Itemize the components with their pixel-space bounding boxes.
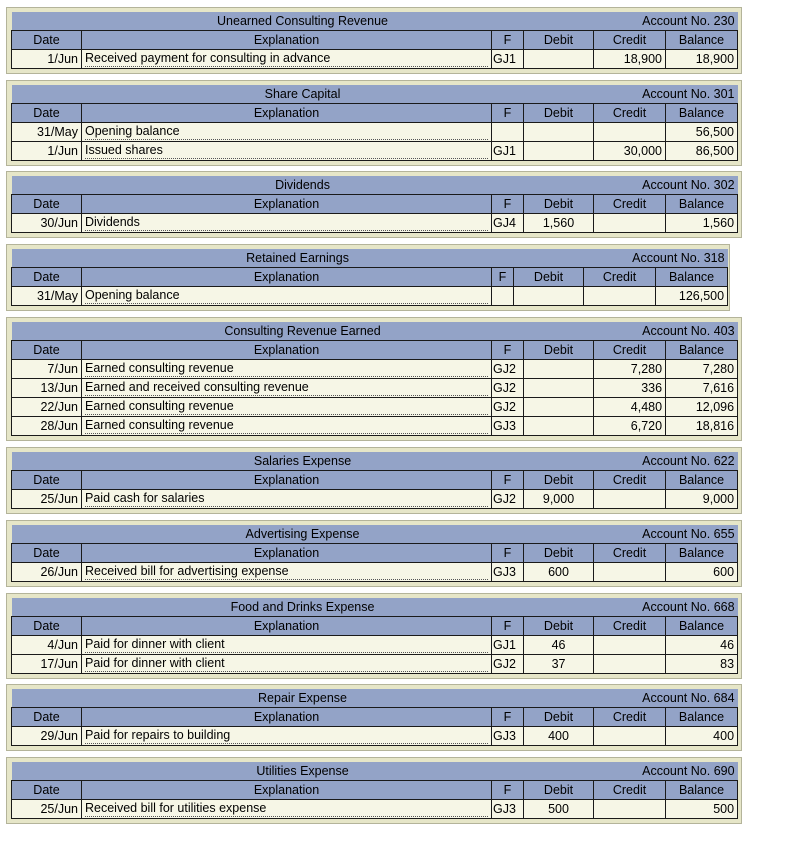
debit-cell: 500	[524, 800, 594, 819]
account-name: Salaries Expense	[12, 452, 594, 471]
explanation-text: Earned consulting revenue	[85, 418, 488, 434]
credit-cell	[594, 636, 666, 655]
balance-cell: 46	[666, 636, 738, 655]
debit-cell	[524, 50, 594, 69]
column-header-balance: Balance	[666, 471, 738, 490]
folio-cell: GJ3	[492, 417, 524, 436]
explanation-text: Earned consulting revenue	[85, 399, 488, 415]
account-number: Account No. 230	[594, 12, 738, 31]
column-header-balance: Balance	[666, 195, 738, 214]
credit-cell: 336	[594, 379, 666, 398]
debit-cell: 37	[524, 655, 594, 674]
account-name: Retained Earnings	[12, 249, 584, 268]
balance-cell: 1,560	[666, 214, 738, 233]
column-header-f: F	[492, 268, 514, 287]
ledger-account	[6, 593, 742, 679]
column-header-debit: Debit	[524, 104, 594, 123]
folio-cell: GJ2	[492, 655, 524, 674]
explanation-text: Paid for dinner with client	[85, 637, 488, 653]
explanation-cell	[82, 123, 492, 142]
account-name: Advertising Expense	[12, 525, 594, 544]
credit-cell: 7,280	[594, 360, 666, 379]
credit-cell: 4,480	[594, 398, 666, 417]
table-row	[12, 123, 738, 142]
column-header-explanation: Explanation	[82, 708, 492, 727]
column-header-f: F	[492, 31, 524, 50]
folio-cell: GJ1	[492, 636, 524, 655]
explanation-text: Paid for repairs to building	[85, 728, 488, 744]
ledger-table	[11, 176, 738, 233]
debit-cell	[524, 379, 594, 398]
date-cell: 4/Jun	[12, 636, 82, 655]
explanation-cell	[82, 800, 492, 819]
explanation-text: Paid for dinner with client	[85, 656, 488, 672]
column-header-balance: Balance	[666, 781, 738, 800]
balance-cell: 400	[666, 727, 738, 746]
credit-cell	[594, 655, 666, 674]
ledger-table	[11, 12, 738, 69]
balance-cell: 600	[666, 563, 738, 582]
column-header-explanation: Explanation	[82, 195, 492, 214]
column-header-f: F	[492, 708, 524, 727]
column-header-date: Date	[12, 544, 82, 563]
column-header-credit: Credit	[594, 781, 666, 800]
ledger-account	[6, 317, 742, 441]
ledger-account	[6, 244, 730, 311]
column-header-credit: Credit	[594, 471, 666, 490]
column-header-balance: Balance	[666, 544, 738, 563]
ledger-account	[6, 684, 742, 751]
column-header-balance: Balance	[666, 708, 738, 727]
debit-cell: 400	[524, 727, 594, 746]
debit-cell	[524, 123, 594, 142]
explanation-cell	[82, 398, 492, 417]
credit-cell: 30,000	[594, 142, 666, 161]
folio-cell: GJ1	[492, 50, 524, 69]
column-header-f: F	[492, 544, 524, 563]
table-row	[12, 287, 728, 306]
table-row	[12, 360, 738, 379]
balance-cell: 18,816	[666, 417, 738, 436]
explanation-text: Dividends	[85, 215, 488, 231]
account-name: Consulting Revenue Earned	[12, 322, 594, 341]
account-name: Repair Expense	[12, 689, 594, 708]
column-header-date: Date	[12, 617, 82, 636]
credit-cell	[594, 727, 666, 746]
column-header-f: F	[492, 341, 524, 360]
table-row	[12, 417, 738, 436]
account-number: Account No. 655	[594, 525, 738, 544]
column-header-date: Date	[12, 104, 82, 123]
folio-cell: GJ4	[492, 214, 524, 233]
column-header-explanation: Explanation	[82, 544, 492, 563]
column-header-date: Date	[12, 471, 82, 490]
ledger-table	[11, 598, 738, 674]
balance-cell: 86,500	[666, 142, 738, 161]
balance-cell: 9,000	[666, 490, 738, 509]
debit-cell: 1,560	[524, 214, 594, 233]
table-row	[12, 490, 738, 509]
balance-cell: 500	[666, 800, 738, 819]
folio-cell: GJ2	[492, 490, 524, 509]
column-header-debit: Debit	[524, 617, 594, 636]
account-name: Food and Drinks Expense	[12, 598, 594, 617]
credit-cell: 6,720	[594, 417, 666, 436]
column-header-explanation: Explanation	[82, 31, 492, 50]
column-header-debit: Debit	[524, 544, 594, 563]
ledger-account	[6, 757, 742, 824]
date-cell: 1/Jun	[12, 142, 82, 161]
column-header-f: F	[492, 781, 524, 800]
explanation-text: Received payment for consulting in advance	[85, 51, 488, 67]
account-number: Account No. 684	[594, 689, 738, 708]
balance-cell: 7,616	[666, 379, 738, 398]
explanation-cell	[82, 287, 492, 306]
explanation-text: Earned and received consulting revenue	[85, 380, 488, 396]
folio-cell	[492, 123, 524, 142]
explanation-cell	[82, 655, 492, 674]
debit-cell: 600	[524, 563, 594, 582]
column-header-credit: Credit	[594, 341, 666, 360]
balance-cell: 7,280	[666, 360, 738, 379]
folio-cell: GJ2	[492, 379, 524, 398]
account-number: Account No. 302	[594, 176, 738, 195]
account-name: Utilities Expense	[12, 762, 594, 781]
column-header-debit: Debit	[524, 781, 594, 800]
date-cell: 29/Jun	[12, 727, 82, 746]
debit-cell	[524, 142, 594, 161]
account-name: Unearned Consulting Revenue	[12, 12, 594, 31]
folio-cell	[492, 287, 514, 306]
credit-cell	[594, 123, 666, 142]
table-row	[12, 636, 738, 655]
ledger-table	[11, 322, 738, 436]
ledger-account	[6, 447, 742, 514]
account-name: Share Capital	[12, 85, 594, 104]
column-header-f: F	[492, 471, 524, 490]
explanation-cell	[82, 214, 492, 233]
column-header-balance: Balance	[666, 341, 738, 360]
account-number: Account No. 403	[594, 322, 738, 341]
column-header-credit: Credit	[584, 268, 656, 287]
column-header-credit: Credit	[594, 617, 666, 636]
column-header-explanation: Explanation	[82, 268, 492, 287]
date-cell: 7/Jun	[12, 360, 82, 379]
column-header-date: Date	[12, 31, 82, 50]
explanation-cell	[82, 636, 492, 655]
explanation-cell	[82, 379, 492, 398]
folio-cell: GJ1	[492, 142, 524, 161]
column-header-explanation: Explanation	[82, 341, 492, 360]
column-header-date: Date	[12, 268, 82, 287]
column-header-date: Date	[12, 341, 82, 360]
column-header-debit: Debit	[524, 341, 594, 360]
debit-cell	[524, 398, 594, 417]
column-header-f: F	[492, 195, 524, 214]
balance-cell: 18,900	[666, 50, 738, 69]
column-header-debit: Debit	[524, 708, 594, 727]
folio-cell: GJ2	[492, 360, 524, 379]
date-cell: 25/Jun	[12, 800, 82, 819]
credit-cell	[594, 490, 666, 509]
column-header-debit: Debit	[514, 268, 584, 287]
account-name: Dividends	[12, 176, 594, 195]
ledger-table	[11, 85, 738, 161]
ledger-table	[11, 525, 738, 582]
date-cell: 13/Jun	[12, 379, 82, 398]
ledger-table	[11, 452, 738, 509]
column-header-balance: Balance	[666, 104, 738, 123]
date-cell: 31/May	[12, 123, 82, 142]
table-row	[12, 142, 738, 161]
balance-cell: 126,500	[656, 287, 728, 306]
column-header-balance: Balance	[666, 31, 738, 50]
table-row	[12, 214, 738, 233]
credit-cell: 18,900	[594, 50, 666, 69]
date-cell: 17/Jun	[12, 655, 82, 674]
column-header-explanation: Explanation	[82, 104, 492, 123]
explanation-text: Earned consulting revenue	[85, 361, 488, 377]
table-row	[12, 655, 738, 674]
column-header-explanation: Explanation	[82, 471, 492, 490]
column-header-f: F	[492, 617, 524, 636]
date-cell: 25/Jun	[12, 490, 82, 509]
date-cell: 31/May	[12, 287, 82, 306]
explanation-cell	[82, 142, 492, 161]
table-row	[12, 800, 738, 819]
column-header-credit: Credit	[594, 708, 666, 727]
column-header-credit: Credit	[594, 31, 666, 50]
explanation-text: Received bill for utilities expense	[85, 801, 488, 817]
account-number: Account No. 622	[594, 452, 738, 471]
ledger-table	[11, 762, 738, 819]
table-row	[12, 50, 738, 69]
ledger-account	[6, 171, 742, 238]
explanation-cell	[82, 727, 492, 746]
column-header-date: Date	[12, 781, 82, 800]
explanation-cell	[82, 417, 492, 436]
folio-cell: GJ3	[492, 800, 524, 819]
debit-cell: 9,000	[524, 490, 594, 509]
column-header-debit: Debit	[524, 31, 594, 50]
credit-cell	[594, 563, 666, 582]
table-row	[12, 379, 738, 398]
column-header-debit: Debit	[524, 195, 594, 214]
folio-cell: GJ3	[492, 563, 524, 582]
column-header-balance: Balance	[656, 268, 728, 287]
column-header-credit: Credit	[594, 104, 666, 123]
account-number: Account No. 690	[594, 762, 738, 781]
credit-cell	[594, 800, 666, 819]
balance-cell: 83	[666, 655, 738, 674]
ledger-account	[6, 80, 742, 166]
date-cell: 1/Jun	[12, 50, 82, 69]
explanation-text: Paid cash for salaries	[85, 491, 488, 507]
account-number: Account No. 668	[594, 598, 738, 617]
table-row	[12, 398, 738, 417]
column-header-date: Date	[12, 708, 82, 727]
date-cell: 26/Jun	[12, 563, 82, 582]
date-cell: 28/Jun	[12, 417, 82, 436]
explanation-text: Opening balance	[85, 124, 488, 140]
ledger-account	[6, 520, 742, 587]
table-row	[12, 563, 738, 582]
account-number: Account No. 301	[594, 85, 738, 104]
account-number: Account No. 318	[584, 249, 728, 268]
folio-cell: GJ3	[492, 727, 524, 746]
column-header-explanation: Explanation	[82, 781, 492, 800]
folio-cell: GJ2	[492, 398, 524, 417]
credit-cell	[584, 287, 656, 306]
explanation-text: Received bill for advertising expense	[85, 564, 488, 580]
debit-cell: 46	[524, 636, 594, 655]
explanation-cell	[82, 490, 492, 509]
credit-cell	[594, 214, 666, 233]
column-header-balance: Balance	[666, 617, 738, 636]
column-header-f: F	[492, 104, 524, 123]
debit-cell	[524, 360, 594, 379]
column-header-credit: Credit	[594, 544, 666, 563]
column-header-credit: Credit	[594, 195, 666, 214]
explanation-cell	[82, 360, 492, 379]
explanation-cell	[82, 50, 492, 69]
explanation-text: Opening balance	[85, 288, 488, 304]
explanation-text: Issued shares	[85, 143, 488, 159]
column-header-date: Date	[12, 195, 82, 214]
column-header-debit: Debit	[524, 471, 594, 490]
balance-cell: 56,500	[666, 123, 738, 142]
table-row	[12, 727, 738, 746]
debit-cell	[524, 417, 594, 436]
explanation-cell	[82, 563, 492, 582]
ledger-account	[6, 7, 742, 74]
balance-cell: 12,096	[666, 398, 738, 417]
date-cell: 22/Jun	[12, 398, 82, 417]
ledger-table	[11, 249, 728, 306]
column-header-explanation: Explanation	[82, 617, 492, 636]
ledger-table	[11, 689, 738, 746]
date-cell: 30/Jun	[12, 214, 82, 233]
debit-cell	[514, 287, 584, 306]
